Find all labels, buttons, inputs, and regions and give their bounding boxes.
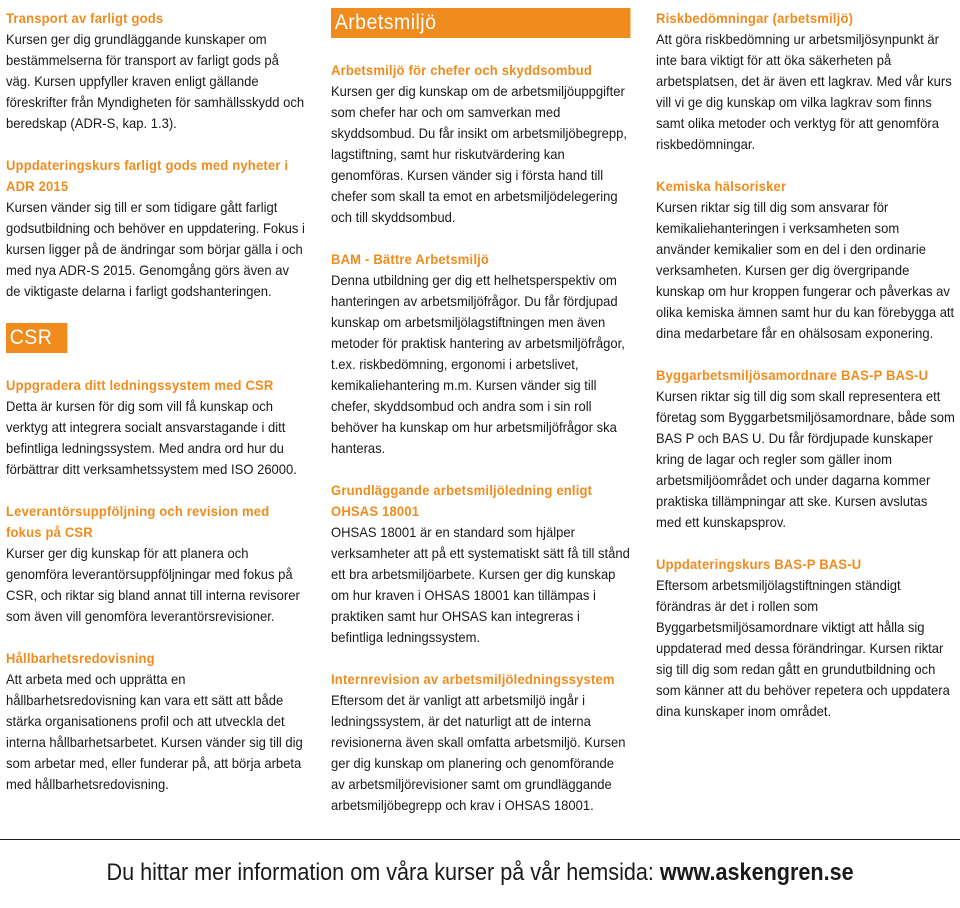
- section-hallbarhetsredovisning: [6, 648, 305, 795]
- section-transport-farligt-gods: [6, 8, 305, 134]
- website-link[interactable]: www.askengren.se: [659, 859, 854, 886]
- section-body: Kursen riktar sig till dig som skall representera ett företag som Byggarbetsmiljösamordnare, både som BAS P och BAS U. Du får fördjupade kunskaper kring de lagar och regler som gäller inom arbetsmiljöområdet och under dagarna kommer praktiska tillämpningar att ske. Kursen avslutas med ett kunskapsprov.: [656, 388, 955, 530]
- section-leverantorsuppfoljning: [6, 501, 305, 627]
- section-body: Detta är kursen för dig som vill få kunskap och verktyg att integrera socialt ansvarstagande i ditt befintliga ledningssystem. Med andra ord hur du förbättrar ditt verksamhetssystem med ISO 26000.: [6, 398, 297, 477]
- section-title: Byggarbetsmiljösamordnare BAS-P BAS-U: [656, 367, 929, 383]
- section-title: Leverantörsuppföljning och revision med fokus på CSR: [6, 503, 270, 540]
- footer-divider: [0, 839, 960, 840]
- section-uppdatering-bas: [656, 554, 955, 722]
- column-middle: [331, 8, 630, 816]
- section-title: Grundläggande arbetsmiljöledning enligt OHSAS 18001: [331, 482, 593, 519]
- column-right: [656, 8, 955, 722]
- section-ledningssystem-csr: [6, 375, 305, 480]
- section-body: Eftersom arbetsmiljölagstiftningen ständigt förändras är det i rollen som Byggarbetsmiljösamordnare viktigt att hålla sig uppdaterad med dessa förändringar. Kursen riktar sig till dig som redan gått en grundutbildning och som känner att du behöver repetera och uppdatera dina kunskaper inom området.: [656, 577, 950, 719]
- section-body: Kursen riktar sig till dig som ansvarar för kemikaliehanteringen i verksamheten som använder kemikalier som en del i den ordinarie verksamheten. Kursen ger dig övergripande kunskap om hur kroppen fungerar och påverkas av olika kemiska ämnen samt hur du kan förebygga att dina medarbetare får en ohälsosam exponering.: [656, 199, 955, 341]
- section-body: Kursen ger dig kunskap om de arbetsmiljöuppgifter som chefer har och om samverkan med skyddsombud. Du får insikt om arbetsmiljöbegrepp, lagstiftning, samt hur riskutvärdering kan genomföras. Kursen vänder sig i första hand till chefer som skall ta emot en arbetsmiljödelegering och till skyddsombud.: [331, 83, 627, 225]
- section-title: Riskbedömningar (arbetsmiljö): [656, 10, 854, 26]
- section-kemiska-halsorisker: [656, 176, 955, 344]
- section-title: Arbetsmiljö för chefer och skyddsombud: [331, 62, 593, 78]
- footer: [0, 857, 960, 889]
- section-body: Kurser ger dig kunskap för att planera och genomföra leverantörsuppföljningar med fokus på CSR, och riktar sig bland annat till interna revisorer som även vill genomföra leverantörsrevisioner.: [6, 545, 300, 624]
- section-body: Denna utbildning ger dig ett helhetsperspektiv om hanteringen av arbetsmiljöfrågor. Du får fördjupad kunskap om arbetsmiljölagstiftningen men även metoder för praktisk hantering av arbetsmiljöfrågor, t.ex. riskbedömning, ergonomi i arbetslivet, kemikaliehantering m.m. Kursen vänder sig till chefer, skyddsombud och andra som i sin roll behöver ha kunskap om hur arbetsmiljöfrågor ska hanteras.: [331, 272, 625, 456]
- category-band-csr: CSR: [6, 323, 67, 353]
- section-bas-p-bas-u: [656, 365, 955, 533]
- section-title: Uppgradera ditt ledningssystem med CSR: [6, 377, 274, 393]
- section-title: Internrevision av arbetsmiljöledningssystem: [331, 671, 615, 687]
- footer-text: Du hittar mer information om våra kurser på vår hemsida:: [106, 859, 654, 886]
- section-internrevision: [331, 669, 630, 816]
- section-ohsas-18001: [331, 480, 630, 648]
- section-body: Att arbeta med och upprätta en hållbarhetsredovisning kan vara ett sätt att både stärka organisationens profil och att utveckla det interna hållbarhetsarbetet. Kursen vänder sig till dig som arbetar med, eller funderar på, att börja arbeta med hållbarhetsredovisning.: [6, 671, 303, 792]
- section-uppdateringskurs-adr: [6, 155, 305, 302]
- section-title: Transport av farligt gods: [6, 10, 164, 26]
- section-body: Kursen vänder sig till er som tidigare gått farligt godsutbildning och behöver en uppdatering. Fokus i kursen ligger på de ändringar som börjar gälla i och med nya ADR-S 2015. Genomgång görs även av de viktigaste delarna i farligt godshanteringen.: [6, 199, 305, 299]
- category-band-arbetsmiljo: Arbetsmiljö: [331, 8, 630, 38]
- section-arbetsmiljo-chefer: [331, 60, 630, 228]
- section-title: BAM - Bättre Arbetsmiljö: [331, 251, 490, 267]
- column-left: [6, 8, 305, 795]
- section-body: Att göra riskbedömning ur arbetsmiljösynpunkt är inte bara viktigt för att öka säkerheten på arbetsplatsen, det är även ett lagkrav. Med vår kurs vill vi ge dig kunskap om vilka lagkrav som finns samt olika metoder och verktyg för att genomföra riskbedömningar.: [656, 31, 952, 152]
- section-title: Hållbarhetsredovisning: [6, 650, 155, 666]
- section-body: Kursen ger dig grundläggande kunskaper om bestämmelserna för transport av farligt gods på väg. Kursen uppfyller kraven enligt gällande föreskrifter från Myndigheten för samhällsskydd och beredskap (ADR-S, kap. 1.3).: [6, 31, 305, 131]
- section-riskbedomningar: [656, 8, 955, 155]
- section-body: OHSAS 18001 är en standard som hjälper verksamheter att på ett systematiskt sätt få till stånd ett bra arbetsmiljöarbete. Kursen ger dig kunskap om hur kraven i OHSAS 18001 kan tillämpas i praktiken samt hur OHSAS kan integreras i befintliga ledningssystem.: [331, 524, 630, 645]
- section-title: Kemiska hälsorisker: [656, 178, 787, 194]
- section-title: Uppdateringskurs BAS-P BAS-U: [656, 556, 862, 572]
- section-title: Uppdateringskurs farligt gods med nyheter i ADR 2015: [6, 157, 289, 194]
- section-bam: [331, 249, 630, 459]
- footer-line: [106, 857, 853, 889]
- section-body: Eftersom det är vanligt att arbetsmiljö ingår i ledningssystem, är det naturligt att de interna revisionerna även skall omfatta arbetsmiljö. Kursen ger dig kunskap om planering och genomförande av arbetsmiljörevisioner samt om grundläggande arbetsmiljöbegrepp och krav i OHSAS 18001.: [331, 692, 626, 813]
